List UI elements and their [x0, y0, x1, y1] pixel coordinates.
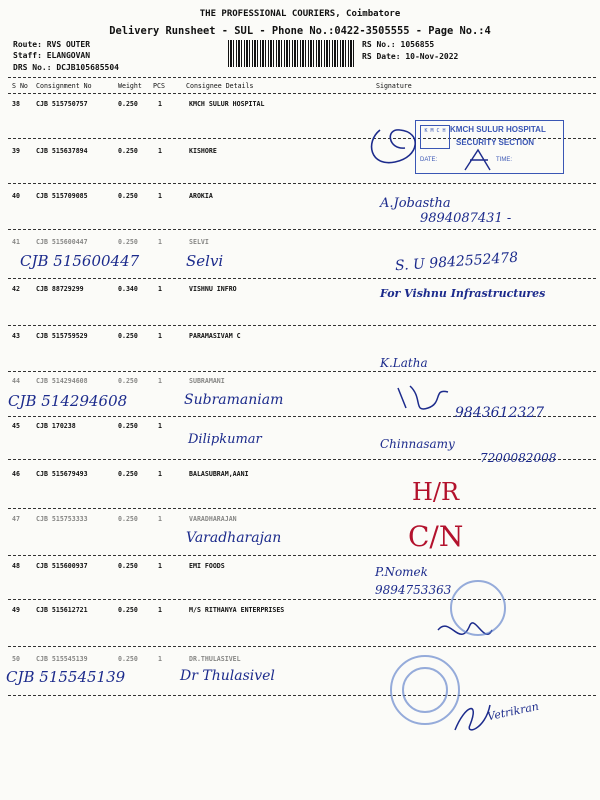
consignment-no: CJB 515759529 — [36, 332, 88, 340]
weight: 0.250 — [118, 655, 138, 663]
handwritten-signature: Vetrikran — [486, 699, 540, 724]
consignment-no: CJB 515753333 — [36, 515, 88, 523]
signature-scribble — [460, 145, 500, 175]
pcs: 1 — [158, 332, 162, 340]
pcs: 1 — [158, 238, 162, 246]
sno: 38 — [12, 100, 20, 108]
col-consignment: Consignment No — [36, 82, 92, 90]
signature-scribble — [388, 378, 458, 418]
pcs: 1 — [158, 192, 162, 200]
pcs: 1 — [158, 285, 162, 293]
consignment-no: CJB 515709085 — [36, 192, 88, 200]
weight: 0.250 — [118, 192, 138, 200]
handwritten-consignment: CJB 515545139 — [6, 668, 126, 686]
sno: 44 — [12, 377, 20, 385]
stamp-subtitle: SECURITY SECTION — [456, 138, 535, 147]
divider — [8, 278, 596, 279]
pcs: 1 — [158, 147, 162, 155]
stamp-time: TIME: — [496, 157, 512, 163]
company-name: THE PROFESSIONAL COURIERS, Coimbatore — [199, 9, 401, 19]
handwritten-phone: 9894087431 - — [420, 211, 512, 226]
handwritten-signature: P.Nomek — [375, 565, 428, 579]
signature-scribble — [360, 112, 440, 174]
handwritten-consignment: CJB 515600447 — [20, 252, 140, 270]
consignee: KISHORE — [189, 147, 217, 155]
consignment-no: CJB 515600937 — [36, 562, 88, 570]
consignee: M/S RITHANYA ENTERPRISES — [189, 606, 285, 614]
table-row — [0, 655, 600, 669]
divider — [8, 695, 596, 696]
weight: 0.250 — [118, 606, 138, 614]
sno: 50 — [12, 655, 20, 663]
weight: 0.250 — [118, 377, 138, 385]
handwritten-consignment: CJB 514294608 — [8, 392, 128, 410]
sno: 39 — [12, 147, 20, 155]
pcs: 1 — [158, 515, 162, 523]
pcs: 1 — [158, 422, 162, 430]
handwritten-phone: 7200082008 — [480, 451, 557, 465]
weight: 0.250 — [118, 470, 138, 478]
consignment-no: CJB 514294608 — [36, 377, 88, 385]
sno: 47 — [12, 515, 20, 523]
table-row — [0, 606, 600, 620]
col-weight: Weight — [118, 82, 142, 90]
handwritten-signature: A.Jobastha — [380, 196, 451, 211]
pcs: 1 — [158, 470, 162, 478]
handwritten-mark: H/R — [412, 478, 460, 506]
weight: 0.340 — [118, 285, 138, 293]
col-pcs: PCS — [153, 82, 165, 90]
sno: 43 — [12, 332, 20, 340]
col-consignee: Consignee Details — [186, 82, 254, 90]
route-label: Route: RVS OUTER — [13, 40, 91, 49]
pcs: 1 — [158, 562, 162, 570]
round-seal-inner — [402, 667, 448, 713]
stamp-date: DATE: — [420, 157, 438, 163]
rs-date: RS Date: 10-Nov-2022 — [362, 52, 459, 61]
table-row — [0, 470, 600, 484]
weight: 0.250 — [118, 332, 138, 340]
divider — [8, 325, 596, 326]
handwritten-name: Selvi — [186, 252, 224, 270]
consignment-no: CJB 515750757 — [36, 100, 88, 108]
drs-number: DRS No.: DCJB105685504 — [13, 63, 119, 72]
company-stamp-text: For Vishnu Infrastructures — [380, 287, 546, 300]
table-row — [0, 515, 600, 529]
sno: 48 — [12, 562, 20, 570]
pcs: 1 — [158, 377, 162, 385]
sno: 46 — [12, 470, 20, 478]
consignment-no: CJB 515679493 — [36, 470, 88, 478]
divider — [8, 371, 596, 372]
weight: 0.250 — [118, 515, 138, 523]
divider — [8, 229, 596, 230]
consignment-no: CJB 515637894 — [36, 147, 88, 155]
weight: 0.250 — [118, 562, 138, 570]
consignment-no: CJB 88729299 — [36, 285, 84, 293]
pcs: 1 — [158, 655, 162, 663]
sno: 45 — [12, 422, 20, 430]
col-sno: S No — [12, 82, 28, 90]
weight: 0.250 — [118, 238, 138, 246]
handwritten-name: Dilipkumar — [188, 432, 262, 447]
stamp-logo: K M C H — [420, 125, 450, 149]
barcode — [228, 40, 354, 67]
stamp-title: KMCH SULUR HOSPITAL — [450, 125, 546, 134]
consignment-no: CJB 515545139 — [36, 655, 88, 663]
pcs: 1 — [158, 606, 162, 614]
round-seal — [450, 580, 506, 636]
pcs: 1 — [158, 100, 162, 108]
table-row — [0, 192, 600, 206]
table-row — [0, 332, 600, 346]
handwritten-phone: 9843612327 — [455, 405, 545, 421]
table-row — [0, 422, 600, 436]
consignment-no: CJB 170238 — [36, 422, 76, 430]
divider — [8, 77, 596, 78]
runsheet-title: Delivery Runsheet - SUL - Phone No.:0422-3505555 - Page No.:4 — [109, 25, 491, 37]
consignee: VISHNU INFRO — [189, 285, 237, 293]
handwritten-name: Varadharajan — [186, 530, 282, 546]
divider — [8, 555, 596, 556]
sno: 40 — [12, 192, 20, 200]
staff-label: Staff: ELANGOVAN — [13, 51, 91, 60]
sno: 41 — [12, 238, 20, 246]
consignee: AROKIA — [189, 192, 213, 200]
weight: 0.250 — [118, 147, 138, 155]
consignee: KMCH SULUR HOSPITAL — [189, 100, 265, 108]
rs-number: RS No.: 1056855 — [362, 40, 435, 49]
divider — [8, 183, 596, 184]
divider — [8, 93, 596, 94]
weight: 0.250 — [118, 422, 138, 430]
weight: 0.250 — [118, 100, 138, 108]
consignment-no: CJB 515612721 — [36, 606, 88, 614]
consignee: PARAMASIVAM C — [189, 332, 241, 340]
sno: 49 — [12, 606, 20, 614]
divider — [8, 599, 596, 600]
handwritten-name: Subramaniam — [184, 392, 284, 408]
handwritten-name: Dr Thulasivel — [180, 668, 275, 684]
consignee: SUBRAMANI — [189, 377, 225, 385]
consignee: VARADHARAJAN — [189, 515, 237, 523]
divider — [8, 508, 596, 509]
handwritten-signature: K.Latha — [380, 356, 428, 370]
handwritten-mark: C/N — [408, 520, 464, 553]
consignee: DR.THULASIVEL — [189, 655, 241, 663]
table-row — [0, 562, 600, 576]
handwritten-signature: S. U 9842552478 — [394, 249, 519, 275]
consignee: BALASUBRAM,AANI — [189, 470, 249, 478]
table-row — [0, 100, 600, 114]
consignee: EMI FOODS — [189, 562, 225, 570]
handwritten-signature: Chinnasamy — [380, 437, 455, 451]
divider — [8, 646, 596, 647]
col-signature: Signature — [376, 82, 412, 90]
table-row — [0, 377, 600, 391]
handwritten-phone: 9894753363 — [375, 583, 452, 597]
sno: 42 — [12, 285, 20, 293]
consignee: SELVI — [189, 238, 209, 246]
consignment-no: CJB 515600447 — [36, 238, 88, 246]
